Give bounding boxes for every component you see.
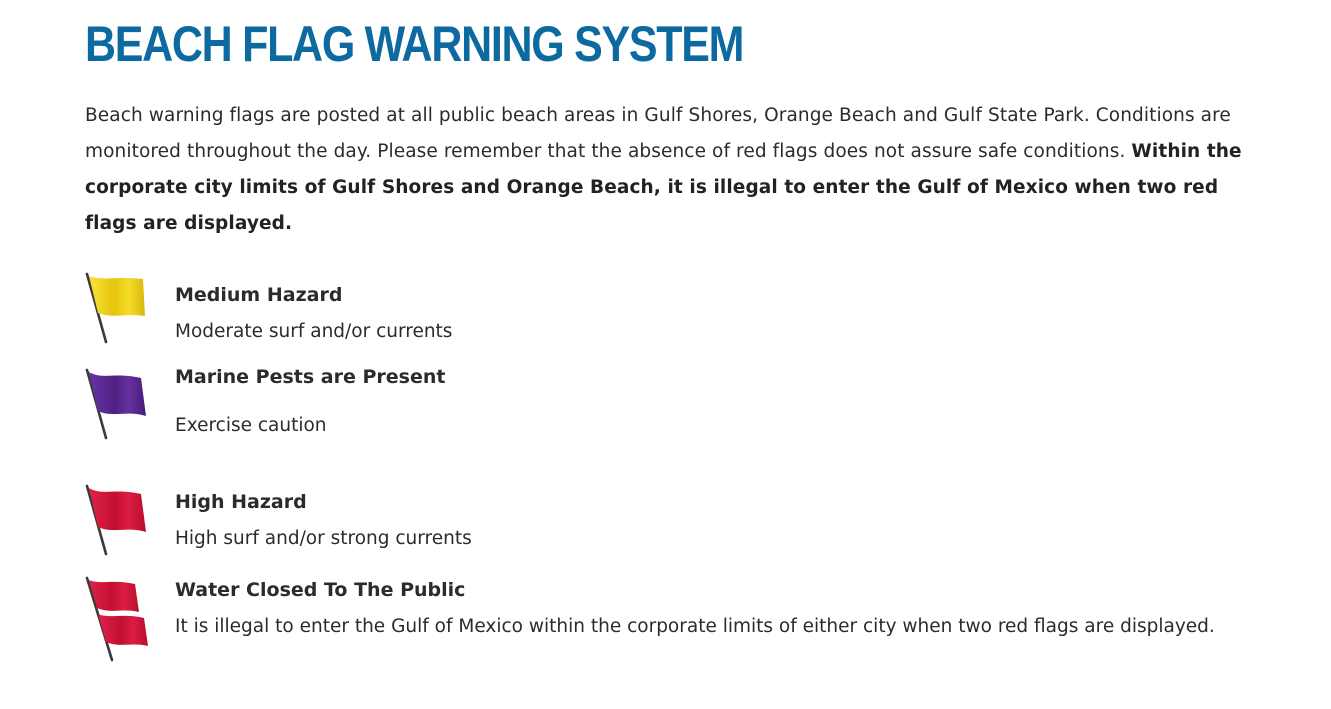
red-flag-icon [85, 482, 155, 572]
flag-title: Medium Hazard [175, 284, 343, 306]
flag-description: It is illegal to enter the Gulf of Mexico within the corporate limits of either city when two red flags are displayed. [175, 616, 1215, 637]
flag-item-water-closed [85, 574, 1255, 684]
page-title: BEACH FLAG WARNING SYSTEM [85, 16, 744, 72]
flag-title: Water Closed To The Public [175, 579, 466, 601]
intro-bold-text: Within the corporate city limits of Gulf Shores and Orange Beach, it is illegal to enter the Gulf of Mexico when two red flags are displayed. [85, 141, 1242, 234]
purple-flag-icon [85, 366, 155, 456]
intro-text: Beach warning flags are posted at all public beach areas in Gulf Shores, Orange Beach and Gulf State Park. Conditions are monitored throughout the day. Please remember that the absence of red flags does not assure safe conditions. [85, 105, 1231, 162]
flag-item-marine-pests [85, 366, 1255, 456]
flag-item-medium-hazard [85, 270, 1255, 350]
flag-item-high-hazard [85, 482, 1255, 562]
flag-description: Moderate surf and/or currents [175, 321, 453, 342]
flag-description: High surf and/or strong currents [175, 528, 472, 549]
intro-paragraph [85, 98, 1255, 242]
yellow-flag-icon [85, 270, 155, 360]
double-red-flag-icon [85, 574, 155, 664]
flag-title: Marine Pests are Present [175, 366, 446, 388]
flag-description: Exercise caution [175, 415, 327, 436]
flag-title: High Hazard [175, 491, 307, 513]
